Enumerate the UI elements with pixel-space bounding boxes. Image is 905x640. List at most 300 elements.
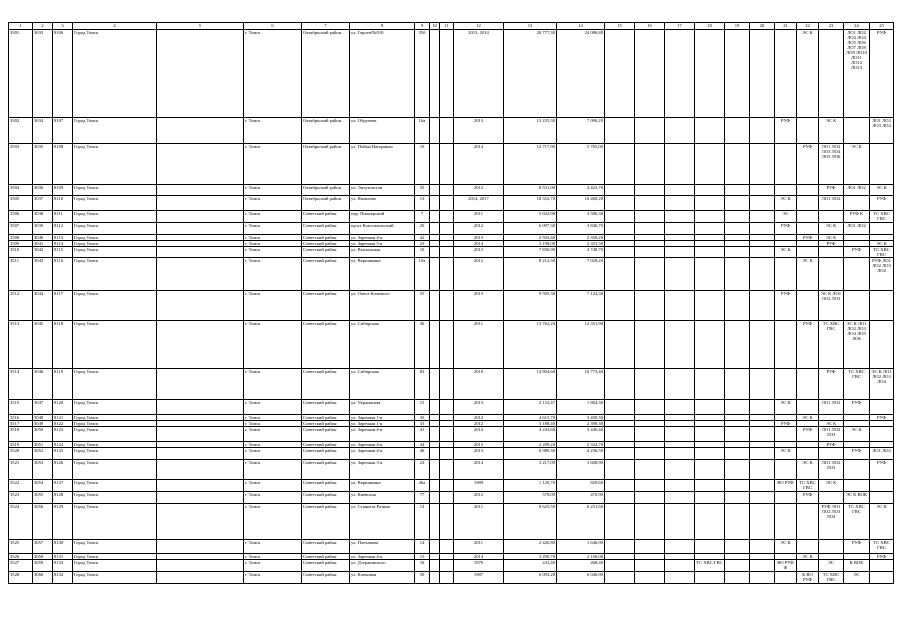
table-cell: ул. Сибирская xyxy=(350,321,415,369)
table-cell xyxy=(440,427,454,442)
table-row xyxy=(9,460,894,480)
table-cell xyxy=(750,427,775,442)
table-cell: 44 xyxy=(415,442,430,448)
table-cell xyxy=(844,291,870,321)
table-cell: г. Томск xyxy=(244,241,302,247)
table-cell xyxy=(695,492,725,504)
table-cell xyxy=(605,400,635,415)
table-cell: 8122 xyxy=(53,421,73,427)
column-number: 23 xyxy=(819,23,844,30)
column-number: 4 xyxy=(73,23,157,30)
table-cell xyxy=(819,258,844,291)
table-cell: ул. Сибирская xyxy=(350,369,415,400)
table-cell xyxy=(157,560,244,572)
table-cell xyxy=(157,185,244,196)
table-cell: 1989 xyxy=(454,480,504,492)
table-cell xyxy=(430,247,440,258)
table-cell: 3503 xyxy=(9,144,33,185)
register-sheet xyxy=(8,22,893,584)
table-cell: 3036 xyxy=(33,185,53,196)
table-cell xyxy=(797,504,819,540)
table-cell: 3524 xyxy=(9,504,33,540)
table-row xyxy=(9,427,894,442)
table-cell: Город Томск xyxy=(73,211,157,223)
table-cell xyxy=(440,185,454,196)
table-cell: 8 625,50 xyxy=(504,504,557,540)
table-cell: ЭС xyxy=(775,211,797,223)
table-cell: Город Томск xyxy=(73,291,157,321)
table-cell xyxy=(695,247,725,258)
table-cell: Советский район xyxy=(302,223,350,235)
table-cell xyxy=(635,211,665,223)
table-cell xyxy=(157,196,244,211)
table-cell xyxy=(430,504,440,540)
table-cell xyxy=(605,118,635,144)
table-cell xyxy=(725,504,750,540)
table-cell: Советский район xyxy=(302,540,350,554)
table-cell xyxy=(750,492,775,504)
table-cell: ЭС К xyxy=(775,448,797,460)
table-cell: ЭС К xyxy=(819,480,844,492)
table-cell xyxy=(750,196,775,211)
table-cell xyxy=(635,504,665,540)
table-cell xyxy=(750,560,775,572)
table-cell: 8110 xyxy=(53,196,73,211)
column-number: 25 xyxy=(870,23,894,30)
table-cell: 2013 xyxy=(454,400,504,415)
table-cell xyxy=(665,247,695,258)
table-cell: 3034 xyxy=(33,118,53,144)
table-cell: 24 086,80 xyxy=(557,30,605,118)
table-cell: 3 608,90 xyxy=(557,460,605,480)
table-cell: 35 xyxy=(415,415,430,421)
table-cell: РУФ xyxy=(797,144,819,185)
table-cell: 3 450,50 xyxy=(557,415,605,421)
table-cell: ул. Олега Кошевого xyxy=(350,291,415,321)
table-cell xyxy=(797,291,819,321)
table-cell: ВО РУФ xyxy=(775,480,797,492)
table-cell xyxy=(870,560,894,572)
table-cell: Советский район xyxy=(302,400,350,415)
table-cell: 23 xyxy=(415,241,430,247)
table-cell xyxy=(430,427,440,442)
table-cell: РУФ xyxy=(870,415,894,421)
table-cell xyxy=(725,291,750,321)
column-number: 17 xyxy=(665,23,695,30)
table-cell xyxy=(665,540,695,554)
table-cell xyxy=(750,118,775,144)
table-cell: 7 xyxy=(415,211,430,223)
table-cell: Город Томск xyxy=(73,460,157,480)
table-cell: г. Томск xyxy=(244,196,302,211)
column-number: 16 xyxy=(635,23,665,30)
table-row xyxy=(9,211,894,223)
table-cell xyxy=(775,504,797,540)
column-number: 15 xyxy=(605,23,635,30)
table-cell: ул. Обручева xyxy=(350,118,415,144)
table-cell: Советский район xyxy=(302,442,350,448)
table-cell: г. Томск xyxy=(244,492,302,504)
table-cell: РУФ xyxy=(844,448,870,460)
table-cell: 2014, 2017 xyxy=(454,196,504,211)
table-cell xyxy=(430,118,440,144)
table-cell: 2 209,20 xyxy=(504,442,557,448)
table-cell: Город Томск xyxy=(73,427,157,442)
table-cell: 6 046,90 xyxy=(557,572,605,584)
table-cell xyxy=(844,480,870,492)
table-cell: ЛО1 ЛО2 xyxy=(844,223,870,235)
table-cell xyxy=(797,118,819,144)
table-cell xyxy=(440,448,454,460)
table-cell: 55 xyxy=(415,291,430,321)
table-cell: 36 xyxy=(415,321,430,369)
table-cell xyxy=(430,448,440,460)
table-cell: ул. Заречная 4-я xyxy=(350,554,415,560)
table-cell: 3516 xyxy=(9,415,33,421)
table-cell: г. Томск xyxy=(244,560,302,572)
table-cell xyxy=(440,572,454,584)
table-cell xyxy=(635,247,665,258)
table-cell: Советский район xyxy=(302,247,350,258)
table-row xyxy=(9,504,894,540)
table-cell xyxy=(750,460,775,480)
table-cell xyxy=(430,211,440,223)
table-cell: РУФ xyxy=(844,400,870,415)
table-cell: 3052 xyxy=(33,448,53,460)
table-cell: 3047 xyxy=(33,400,53,415)
table-cell xyxy=(440,400,454,415)
table-cell xyxy=(665,144,695,185)
table-cell xyxy=(605,291,635,321)
table-cell xyxy=(605,211,635,223)
table-cell xyxy=(635,258,665,291)
table-cell: 6 989,30 xyxy=(504,448,557,460)
table-cell xyxy=(605,480,635,492)
table-cell: РУФ xyxy=(844,540,870,554)
table-cell: ЛО1 ЛО2 ЛО3 ЛО4 ЛО5 ЛО6 xyxy=(819,144,844,185)
table-cell: Город Томск xyxy=(73,185,157,196)
table-cell: 3513 xyxy=(9,321,33,369)
table-cell: 15 xyxy=(415,400,430,415)
table-cell: 3523 xyxy=(9,492,33,504)
table-cell: ЭС К xyxy=(870,185,894,196)
table-cell xyxy=(870,492,894,504)
table-cell xyxy=(635,291,665,321)
table-cell xyxy=(750,572,775,584)
table-cell xyxy=(870,291,894,321)
table-cell: 241,40 xyxy=(504,560,557,572)
table-cell: 3039 xyxy=(33,223,53,235)
table-cell xyxy=(797,196,819,211)
table-cell: 4 615,70 xyxy=(504,415,557,421)
table-cell: 3045 xyxy=(33,321,53,369)
table-cell: Советский район xyxy=(302,235,350,241)
table-cell: г. Томск xyxy=(244,415,302,421)
table-cell: 3512 xyxy=(9,291,33,321)
table-cell: 7 124,30 xyxy=(557,291,605,321)
table-cell: ЛО1 ЛО2 xyxy=(870,448,894,460)
column-number: 21 xyxy=(775,23,797,30)
table-cell: 8119 xyxy=(53,369,73,400)
table-cell xyxy=(725,427,750,442)
table-cell xyxy=(665,504,695,540)
table-cell: Советский район xyxy=(302,369,350,400)
table-cell: 2012 xyxy=(454,492,504,504)
table-cell: 3505 xyxy=(9,196,33,211)
table-cell: ул. Яковлева xyxy=(350,196,415,211)
table-cell: Октябрьский район xyxy=(302,30,350,118)
table-cell: 8106 xyxy=(53,30,73,118)
table-cell: 8130 xyxy=(53,540,73,554)
table-cell: г. Томск xyxy=(244,427,302,442)
table-cell: РУФ xyxy=(797,235,819,241)
table-cell: 2013 xyxy=(454,118,504,144)
table-cell: 3040 xyxy=(33,235,53,241)
table-cell: Город Томск xyxy=(73,241,157,247)
table-cell xyxy=(635,196,665,211)
table-cell: 2012 xyxy=(454,421,504,427)
table-cell: 4 243,60 xyxy=(504,427,557,442)
table-cell: 3510 xyxy=(9,247,33,258)
column-number: 12 xyxy=(454,23,504,30)
table-cell xyxy=(870,144,894,185)
table-cell: 8124 xyxy=(53,442,73,448)
table-cell: ЭС К ЛО1 ЛО2 ЛО3 ЛО4 ЛО5 ЛО6 xyxy=(844,321,870,369)
table-cell xyxy=(440,291,454,321)
table-cell: ул. Киевская xyxy=(350,492,415,504)
table-cell xyxy=(635,321,665,369)
table-cell: РУФ ЛО1 ЛО2 ЛО3 ЛО4 xyxy=(819,504,844,540)
table-cell xyxy=(750,247,775,258)
table-cell xyxy=(605,321,635,369)
table-cell: К ВОК xyxy=(844,560,870,572)
table-cell: 3527 xyxy=(9,560,33,572)
table-cell: г. Томск xyxy=(244,572,302,584)
table-cell: 8113 xyxy=(53,235,73,241)
table-cell: ЭС xyxy=(819,560,844,572)
table-cell: 46 xyxy=(415,448,430,460)
table-cell: 470,90 xyxy=(557,492,605,504)
table-cell: ЭС К xyxy=(797,415,819,421)
table-cell: 6 093,20 xyxy=(504,572,557,584)
column-number: 13 xyxy=(504,23,557,30)
table-cell xyxy=(775,572,797,584)
table-cell: 8120 xyxy=(53,400,73,415)
table-cell: ЭС К xyxy=(819,421,844,427)
table-cell xyxy=(430,321,440,369)
table-cell xyxy=(725,223,750,235)
table-cell xyxy=(440,258,454,291)
table-cell xyxy=(725,369,750,400)
table-cell: 8126 xyxy=(53,460,73,480)
table-row xyxy=(9,185,894,196)
table-cell: 4 423,70 xyxy=(557,185,605,196)
table-cell: Советский район xyxy=(302,291,350,321)
table-cell: 10 xyxy=(415,247,430,258)
table-cell: 3042 xyxy=(33,247,53,258)
table-cell xyxy=(695,196,725,211)
table-cell: Город Томск xyxy=(73,223,157,235)
table-cell: 3 198,00 xyxy=(504,241,557,247)
table-cell xyxy=(750,223,775,235)
table-cell xyxy=(605,448,635,460)
table-cell: 2 353,50 xyxy=(557,241,605,247)
table-cell xyxy=(775,185,797,196)
column-number: 6 xyxy=(244,23,302,30)
table-cell: г. Томск xyxy=(244,448,302,460)
table-cell: ТС ХВС ГВС xyxy=(844,369,870,400)
table-cell xyxy=(430,258,440,291)
table-cell xyxy=(775,427,797,442)
table-cell: 3522 xyxy=(9,480,33,492)
table-cell xyxy=(665,369,695,400)
table-cell: г. Томск xyxy=(244,460,302,480)
table-cell xyxy=(430,400,440,415)
table-cell xyxy=(635,448,665,460)
table-cell: 8111 xyxy=(53,211,73,223)
table-cell xyxy=(797,185,819,196)
table-cell: 3058 xyxy=(33,554,53,560)
table-cell xyxy=(440,504,454,540)
table-cell xyxy=(750,211,775,223)
table-cell: ул. Плеханова xyxy=(350,540,415,554)
table-cell: 3043 xyxy=(33,258,53,291)
table-cell: 41 xyxy=(415,427,430,442)
table-cell: Город Томск xyxy=(73,247,157,258)
table-cell xyxy=(605,223,635,235)
table-cell xyxy=(725,572,750,584)
table-cell: ул. Героев/№010 xyxy=(350,30,415,118)
table-cell: ул. Заречная 3-я xyxy=(350,460,415,480)
table-cell xyxy=(750,291,775,321)
table-cell: 2013 xyxy=(454,291,504,321)
table-cell xyxy=(870,223,894,235)
table-cell: г. Томск xyxy=(244,144,302,185)
table-cell xyxy=(750,540,775,554)
table-cell: 5 765,00 xyxy=(557,144,605,185)
table-cell: 3508 xyxy=(9,235,33,241)
table-cell: 16 xyxy=(415,560,430,572)
table-cell: 20 777,30 xyxy=(504,30,557,118)
table-cell: 14 xyxy=(415,540,430,554)
table-cell: ЭС К xyxy=(819,223,844,235)
table-cell: ул. Заречная 5-я xyxy=(350,241,415,247)
table-cell: г. Томск xyxy=(244,540,302,554)
table-cell xyxy=(870,427,894,442)
table-cell: Советский район xyxy=(302,572,350,584)
table-cell: 16 468,20 xyxy=(557,196,605,211)
table-cell xyxy=(819,247,844,258)
table-row xyxy=(9,540,894,554)
table-cell: Советский район xyxy=(302,241,350,247)
table-cell xyxy=(635,427,665,442)
table-cell xyxy=(750,144,775,185)
table-cell: 83 xyxy=(415,369,430,400)
table-cell: 3060 xyxy=(33,572,53,584)
table-cell: Город Томск xyxy=(73,572,157,584)
table-row xyxy=(9,321,894,369)
table-cell: Октябрьский район xyxy=(302,118,350,144)
table-cell: Город Томск xyxy=(73,554,157,560)
table-cell xyxy=(605,427,635,442)
table-cell xyxy=(665,185,695,196)
table-cell: 1 120,70 xyxy=(504,480,557,492)
table-cell: 8 531,00 xyxy=(504,185,557,196)
table-cell xyxy=(695,369,725,400)
table-cell: 3517 xyxy=(9,421,33,427)
table-cell xyxy=(157,492,244,504)
table-cell: 8134 xyxy=(53,572,73,584)
table-cell: 18 352,70 xyxy=(504,196,557,211)
table-cell: 3511 xyxy=(9,258,33,291)
table-cell: 3056 xyxy=(33,504,53,540)
table-cell: 2010 xyxy=(454,369,504,400)
table-cell: 2014 xyxy=(454,144,504,185)
table-cell: 8125 xyxy=(53,448,73,460)
table-cell xyxy=(635,118,665,144)
table-cell: 8 212,30 xyxy=(504,258,557,291)
table-cell xyxy=(665,460,695,480)
table-cell: ул. Станкеза Разина xyxy=(350,504,415,540)
table-cell: Город Томск xyxy=(73,480,157,492)
table-cell xyxy=(157,427,244,442)
column-number: 18 xyxy=(695,23,725,30)
table-cell: 50 xyxy=(415,572,430,584)
table-cell xyxy=(157,572,244,584)
table-cell xyxy=(605,504,635,540)
table-cell xyxy=(635,400,665,415)
table-cell: ЭС К xyxy=(775,540,797,554)
table-cell xyxy=(157,211,244,223)
table-cell xyxy=(665,223,695,235)
table-cell xyxy=(157,400,244,415)
table-cell xyxy=(725,211,750,223)
table-cell: г. Томск xyxy=(244,118,302,144)
table-cell: 3050 xyxy=(33,427,53,442)
table-cell: 10 xyxy=(415,144,430,185)
table-cell: г. Томск xyxy=(244,291,302,321)
table-cell xyxy=(440,144,454,185)
table-cell: 8123 xyxy=(53,427,73,442)
table-cell: Город Томск xyxy=(73,540,157,554)
table-cell xyxy=(819,211,844,223)
table-cell xyxy=(750,30,775,118)
table-cell: г. Томск xyxy=(244,223,302,235)
table-cell: ЭС К xyxy=(797,30,819,118)
table-cell: 2014 xyxy=(454,427,504,442)
table-cell: Советский район xyxy=(302,321,350,369)
table-cell: 8107 xyxy=(53,118,73,144)
table-cell: Город Томск xyxy=(73,504,157,540)
table-cell: ТС ХВС ГВС xyxy=(870,211,894,223)
table-cell: ул. Заречная 1-я xyxy=(350,415,415,421)
table-cell: РУФ xyxy=(797,492,819,504)
table-cell: 14 804,60 xyxy=(504,369,557,400)
table-cell: 3520 xyxy=(9,448,33,460)
table-cell: 13 762,20 xyxy=(504,321,557,369)
table-row xyxy=(9,30,894,118)
table-cell xyxy=(605,144,635,185)
table-cell: 9 595,30 xyxy=(504,291,557,321)
table-cell: 8112 xyxy=(53,223,73,235)
table-cell: ЭС К xyxy=(870,241,894,247)
table-cell: 3033 xyxy=(33,30,53,118)
table-cell: ВО РУФ Ф xyxy=(775,560,797,572)
table-cell xyxy=(819,448,844,460)
table-cell xyxy=(695,118,725,144)
table-cell: 35б xyxy=(415,30,430,118)
table-cell xyxy=(844,118,870,144)
